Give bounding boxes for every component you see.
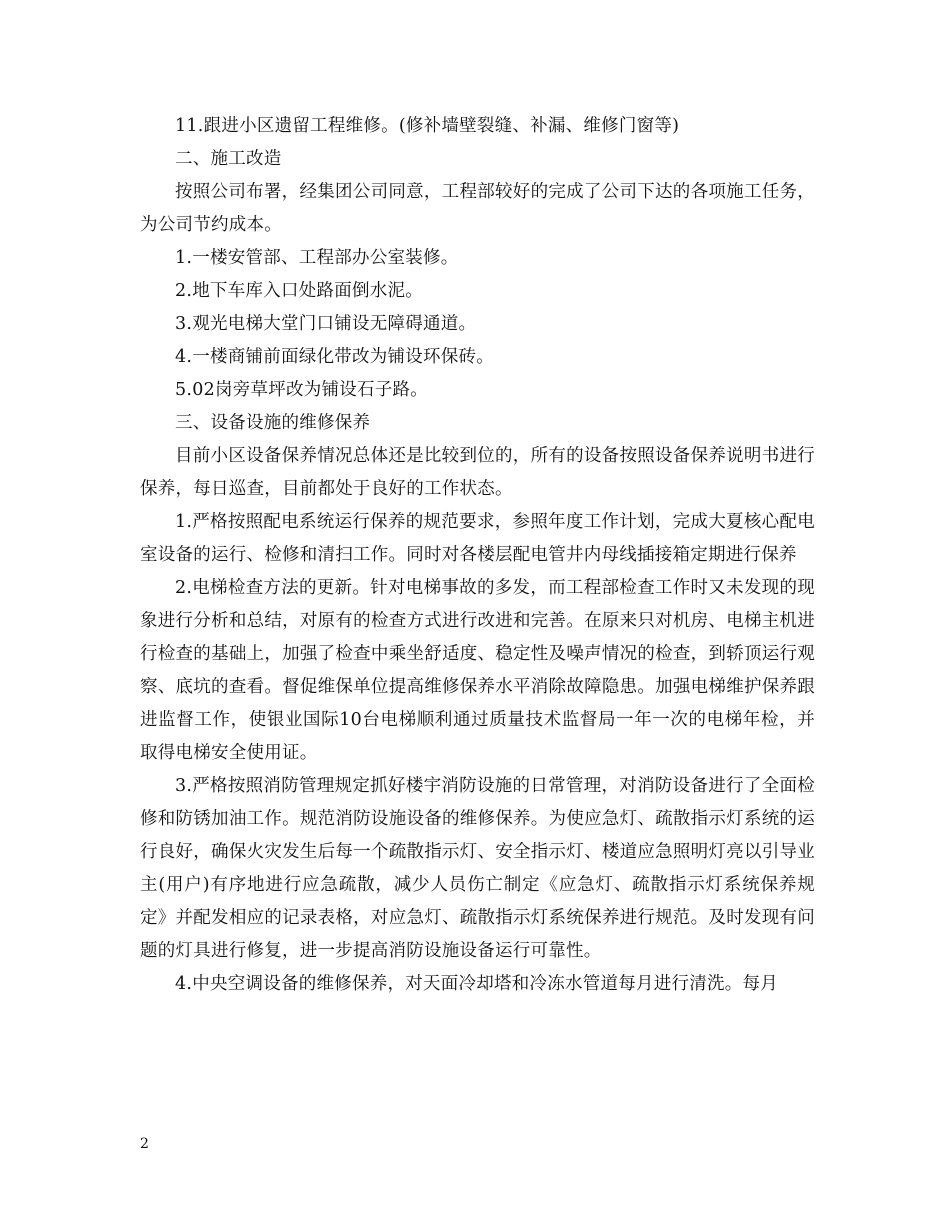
paragraph-power-distribution: 1.严格按照配电系统运行保养的规范要求，参照年度工作计划，完成大夏核心配电室设备的运行、检修和清扫工作。同时对各楼层配电管井内母线插接箱定期进行保养 [140,512,815,565]
paragraph-fire-safety: 3.严格按照消防管理规定抓好楼宇消防设施的日常管理，对消防设备进行了全面检修和防锈加油工作。规范消防设施设备的维修保养。为使应急灯、疏散指示灯系统的运行良好，确保火灾发生后每一个疏散指示灯、安全指示灯、楼道应急照明灯亮以引导业主(用户)有序地进行应急疏散，减少人员伤亡制定《应急灯、疏散指示灯系统保养规定》并配发相应的记录表格，对应急灯、疏散指示灯系统保养进行规范。及时发现有问题的灯具进行修复，进一步提高消防设施设备运行可靠性。 [140,776,815,961]
list-item-eco-bricks: 4.一楼商铺前面绿化带改为铺设环保砖。 [175,347,494,367]
paragraph-maintenance-intro: 目前小区设备保养情况总体还是比较到位的，所有的设备按照设备保养说明书进行保养，每日巡查，目前都处于良好的工作状态。 [140,446,815,499]
paragraph-item-11: 11.跟进小区遗留工程维修。(修补墙壁裂缝、补漏、维修门窗等) [175,116,680,136]
list-item-gravel-path: 5.02岗旁草坪改为铺设石子路。 [175,380,428,400]
section-heading-construction: 二、施工改造 [175,149,282,169]
section-heading-maintenance: 三、设备设施的维修保养 [175,413,371,433]
paragraph-central-ac: 4.中央空调设备的维修保养，对天面冷却塔和冷冻水管道每月进行清洗。每月 [175,974,778,994]
list-item-garage-entrance: 2.地下车库入口处路面倒水泥。 [175,281,423,301]
document-body [140,110,815,1001]
paragraph-construction-intro: 按照公司布署，经集团公司同意，工程部较好的完成了公司下达的各项施工任务，为公司节约成本。 [140,182,815,235]
list-item-office-renovation: 1.一楼安管部、工程部办公室装修。 [175,248,459,268]
page-number: 2 [140,1136,149,1152]
paragraph-elevator-inspection: 2.电梯检查方法的更新。针对电梯事故的多发，而工程部检查工作时又未发现的现象进行分析和总结，对原有的检查方式进行改进和完善。在原来只对机房、电梯主机进行检查的基础上，加强了检查中乘坐舒适度、稳定性及噪声情况的检查，到轿顶运行观察、底坑的查看。督促维保单位提高维修保养水平消除故障隐患。加强电梯维护保养跟进监督工作，使银业国际10台电梯顺利通过质量技术监督局一年一次的电梯年检，并取得电梯安全使用证。 [140,578,815,763]
list-item-accessible-path: 3.观光电梯大堂门口铺设无障碍通道。 [175,314,477,334]
